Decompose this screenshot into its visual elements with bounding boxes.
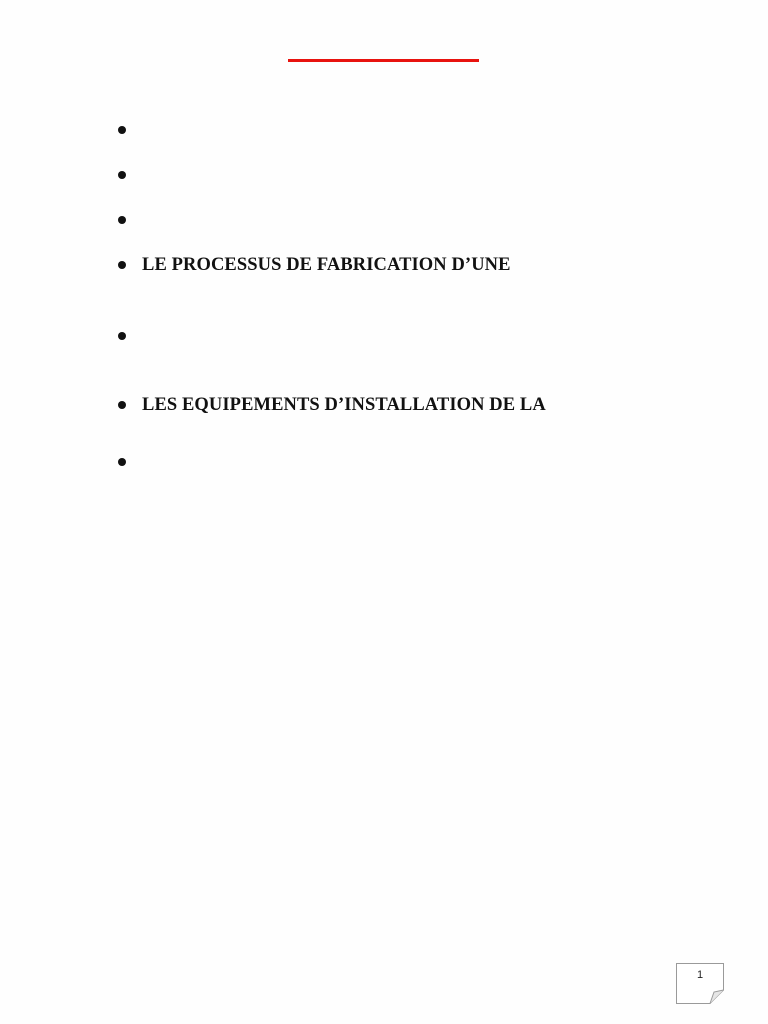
bullet-dot-icon	[118, 261, 126, 269]
list-item	[118, 253, 511, 277]
page-number: 1	[696, 969, 704, 981]
list-item-text: LES EQUIPEMENTS D’INSTALLATION DE LA	[142, 394, 546, 415]
list-item	[118, 450, 142, 474]
list-item-text: LE PROCESSUS DE FABRICATION D’UNE	[142, 254, 511, 275]
page-number-badge	[676, 963, 724, 1004]
list-item	[118, 393, 546, 417]
list-item	[118, 163, 142, 187]
list-item	[118, 118, 142, 142]
bullet-dot-icon	[118, 171, 126, 179]
list-item	[118, 324, 142, 348]
bullet-dot-icon	[118, 332, 126, 340]
bullet-dot-icon	[118, 458, 126, 466]
bullet-dot-icon	[118, 401, 126, 409]
list-item	[118, 208, 142, 232]
bullet-dot-icon	[118, 126, 126, 134]
bullet-dot-icon	[118, 216, 126, 224]
